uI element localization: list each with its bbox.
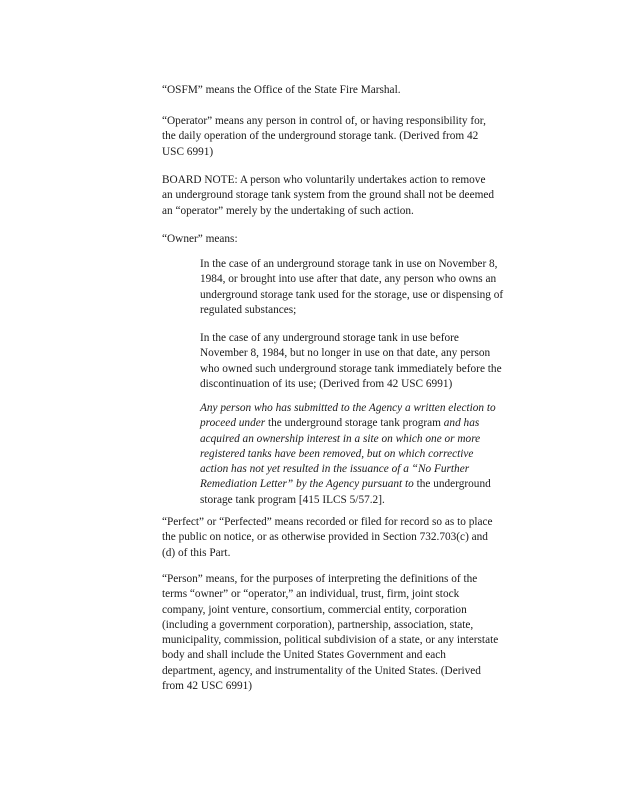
text-line: an “operator” merely by the undertaking of such action. (162, 204, 414, 217)
plain-text: the underground storage tank program (265, 417, 444, 430)
owner-item-a (200, 257, 503, 318)
plain-text: storage tank program [415 ILCS 5/57.2]. (200, 493, 385, 506)
text-line: who owned such underground storage tank immediately before the (200, 362, 502, 375)
text-line: “OSFM” means the Office of the State Fire Marshal. (162, 84, 401, 96)
text-line: USC 6991) (162, 145, 214, 158)
text-line (200, 462, 496, 477)
text-line (200, 493, 496, 508)
text-line (200, 447, 496, 462)
text-line: November 8, 1984, but no longer in use on that date, any person (200, 347, 491, 360)
text-line: In the case of any underground storage tank in use before (200, 332, 459, 344)
text-line: “Perfect” or “Perfected” means recorded or filed for record so as to place (162, 516, 493, 528)
italic-text: Remediation Letter” by the Agency pursuant to (200, 478, 414, 491)
italic-text: and has (443, 417, 480, 430)
definition-person (162, 572, 498, 694)
text-line: “Person” means, for the purposes of interpreting the definitions of the (162, 573, 478, 585)
text-line: the daily operation of the underground storage tank. (Derived from 42 (162, 130, 479, 143)
text-line: “Owner” means: (162, 233, 238, 245)
text-line (200, 477, 496, 492)
text-line (200, 401, 496, 416)
definition-owner (162, 232, 238, 247)
italic-text: action has not yet resulted in the issuance of a “No Further (200, 463, 470, 476)
text-line (200, 416, 496, 431)
text-line: (including a government corporation), partnership, association, state, (162, 618, 474, 631)
text-line: department, agency, and instrumentality of the United States. (Derived (162, 664, 481, 677)
owner-item-c (200, 401, 496, 508)
text-line: an underground storage tank system from the ground shall not be deemed (162, 189, 495, 202)
italic-text: registered tanks have been removed, but on which corrective (200, 447, 474, 460)
definition-operator (162, 114, 486, 160)
text-line: “Operator” means any person in control of, or having responsibility for, (162, 115, 486, 127)
text-line: (d) of this Part. (162, 546, 231, 559)
text-line (200, 432, 496, 447)
text-line: discontinuation of its use; (Derived from 42 USC 6991) (200, 377, 453, 390)
plain-text: the underground (413, 478, 491, 491)
text-line: regulated substances; (200, 303, 297, 316)
text-line: underground storage tank used for the storage, use or dispensing of (200, 288, 504, 301)
text-line: BOARD NOTE: A person who voluntarily undertakes action to remove (162, 174, 486, 186)
italic-text: acquired an ownership interest in a site on which one or more (200, 432, 481, 445)
text-line: terms “owner” or “operator,” an individual, trust, firm, joint stock (162, 588, 460, 601)
board-note (162, 173, 494, 219)
text-line: In the case of an underground storage tank in use on November 8, (200, 258, 498, 270)
definition-perfect (162, 515, 493, 561)
text-line: the public on notice, or as otherwise provided in Section 732.703(c) and (162, 531, 488, 544)
italic-text: Any person who has submitted to the Agency a written election to (200, 402, 496, 414)
text-line: municipality, commission, political subdivision of a state, or any interstate (162, 634, 499, 647)
owner-item-b (200, 331, 502, 392)
definition-osfm (162, 83, 401, 98)
italic-text: proceed under (200, 417, 266, 430)
text-line: company, joint venture, consortium, commercial entity, corporation (162, 603, 467, 616)
text-line: 1984, or brought into use after that date, any person who owns an (200, 273, 497, 286)
text-line: from 42 USC 6991) (162, 680, 253, 693)
text-line: body and shall include the United States Government and each (162, 649, 446, 662)
